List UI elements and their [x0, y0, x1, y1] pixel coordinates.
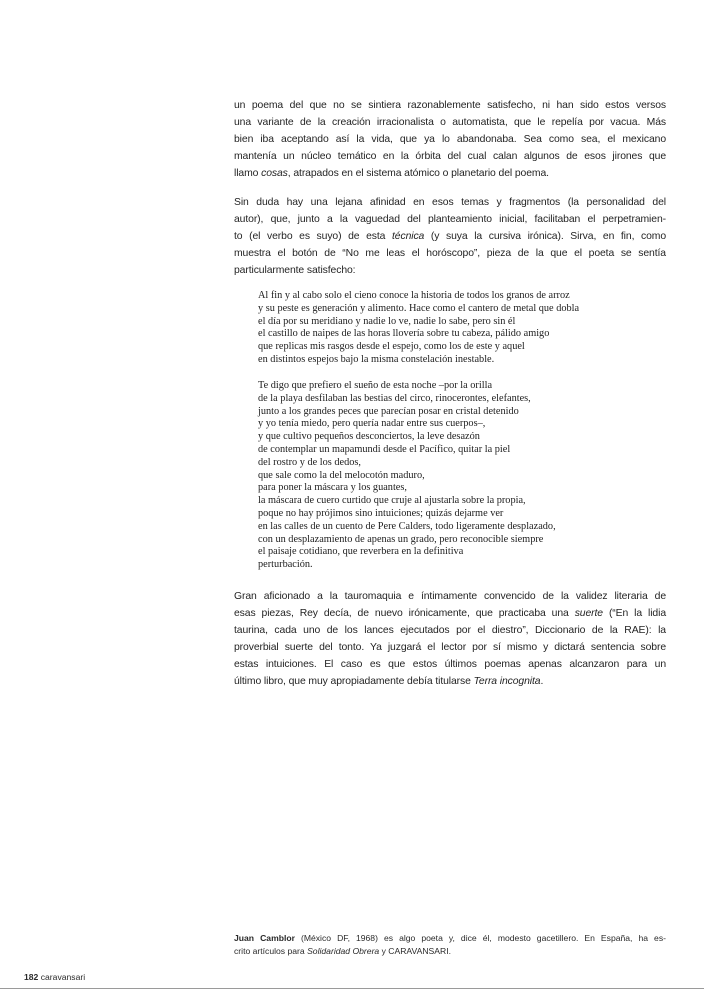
footer-divider	[0, 988, 704, 989]
text-run: .	[540, 676, 544, 687]
author-name: Juan Camblor	[234, 933, 295, 943]
paragraph-line: estas intuiciones. El caso es que estos últimos poemas apenas alcanzaron para un	[234, 659, 666, 670]
paragraph-line: bien iba aceptando así la vida, que ya lo abandonaba. Sea como sea, el mexicano	[234, 134, 666, 145]
italic-publication: Solidaridad Obrera	[307, 946, 380, 956]
text-run: (“En la lidia	[602, 608, 666, 619]
text-run: crito artículos para	[234, 946, 308, 956]
text-run: (y suya la cursiva irónica). Sirva, en fin, como	[424, 231, 667, 242]
paragraph-line: mantenía un núcleo temático en la órbita del cual calan algunos de esos jirones que	[234, 151, 666, 162]
poem-line: poque no hay prójimos sino intuiciones; quizás dejarme ver	[258, 507, 504, 519]
italic-term: cosas	[261, 168, 288, 179]
poem-line: del rostro y de los dedos,	[258, 456, 361, 468]
text-run: (México DF, 1968) es algo poeta y, dice él, modesto gacetillero. En España, ha es-	[294, 933, 666, 943]
poem-line: de contemplar un mapamundi desde el Pacífico, quitar la piel	[258, 443, 511, 455]
bio-line	[234, 945, 666, 958]
poem-stanza-2	[258, 380, 638, 572]
text-run: último libro, que muy apropiadamente debía titularse	[234, 676, 474, 687]
paragraph-line	[234, 228, 666, 245]
text-run: esas piezas, Rey decía, de nuevo irónicamente, que practicaba una	[234, 608, 575, 619]
poem-line: y que cultivo pequeños desconciertos, la leve desazón	[258, 431, 480, 443]
italic-title: Terra incognita	[473, 676, 541, 687]
poem-line: el castillo de naipes de las horas llovería sobre tu cabeza, pálido amigo	[258, 328, 550, 340]
paragraph-line: un poema del que no se sintiera razonablemente satisfecho, ni han sido estos versos	[234, 100, 666, 111]
paragraph-line: muestra el botón de “No me leas el horóscopo”, pieza de la que el poeta se sentía	[234, 248, 666, 259]
paragraph-line	[234, 673, 666, 690]
page-number: 182	[24, 972, 39, 982]
paragraph-line: Gran aficionado a la tauromaquia e íntimamente convencido de la validez literaria de	[234, 591, 666, 602]
poem-line: el día por su meridiano y nadie lo ve, nadie lo sabe, pero sin él	[258, 315, 516, 327]
poem-line: en las calles de un cuento de Pere Calders, todo ligeramente desplazado,	[258, 520, 556, 532]
text-run: y CARAVANSARI.	[379, 946, 452, 956]
author-bio	[234, 932, 666, 958]
publication-name: caravansari	[38, 972, 86, 982]
poem-line: Te digo que prefiero el sueño de esta noche –por la orilla	[258, 380, 493, 391]
text-run: to (el verbo es suyo) de esta	[234, 231, 393, 242]
poem-line: Al fin y al cabo solo el cieno conoce la historia de todos los granos de arroz	[258, 290, 570, 301]
poem-line: la máscara de cuero curtido que cruje al ajustarla sobre la propia,	[258, 495, 526, 507]
poem-line: en distintos espejos bajo la misma constelación inestable.	[258, 353, 495, 365]
body-paragraph-1	[234, 97, 666, 182]
italic-term: suerte	[574, 608, 603, 619]
paragraph-line: Sin duda hay una lejana afinidad en esos temas y fragmentos (la personalidad del	[234, 197, 666, 208]
poem-stanza-1	[258, 290, 638, 367]
bio-line	[234, 932, 666, 945]
poem-line: que replicas mis rasgos desde el espejo, como los de este y aquel	[258, 341, 525, 353]
paragraph-line	[234, 605, 666, 622]
poem-line: y su peste es generación y alimento. Hace como el cantero de metal que dobla	[258, 302, 580, 314]
body-paragraph-2	[234, 194, 666, 279]
paragraph-line: una variante de la creación irracionalista o automatista, que le repelía por vacua. Más	[234, 117, 666, 128]
paragraph-line: taurina, cada uno de los lances ejecutados por el diestro”, Diccionario de la RAE): la	[234, 625, 666, 636]
page-footer	[24, 972, 85, 982]
poem-line: perturbación.	[258, 559, 313, 571]
poem-line: para poner la máscara y los guantes,	[258, 482, 407, 494]
paragraph-line	[234, 165, 666, 182]
text-run: llamo	[234, 168, 262, 179]
poem-line: de la playa desfilaban las bestias del circo, rinocerontes, elefantes,	[258, 392, 531, 404]
poem-line: el paisaje cotidiano, que reverbera en la definitiva	[258, 546, 464, 558]
text-run: , atrapados en el sistema atómico o planetario del poema.	[287, 168, 549, 179]
poem-line: con un desplazamiento de apenas un grado, pero reconocible siempre	[258, 533, 544, 545]
poem-line: y yo tenía miedo, pero quería nadar entre sus cuerpos–,	[258, 418, 486, 430]
body-paragraph-3	[234, 588, 666, 690]
paragraph-line: particularmente satisfecho:	[234, 265, 356, 276]
poem-line: junto a los grandes peces que parecían posar en cristal detenido	[258, 405, 519, 417]
italic-term: técnica	[392, 231, 425, 242]
paragraph-line: proverbial suerte del tonto. Ya juzgará el lector por sí mismo y dictará sentencia sobre	[234, 642, 666, 653]
poem-line: que sale como la del melocotón maduro,	[258, 469, 425, 481]
paragraph-line: autor), que, junto a la vaguedad del planteamiento inicial, facilitaban el perpetramien-	[234, 214, 666, 225]
